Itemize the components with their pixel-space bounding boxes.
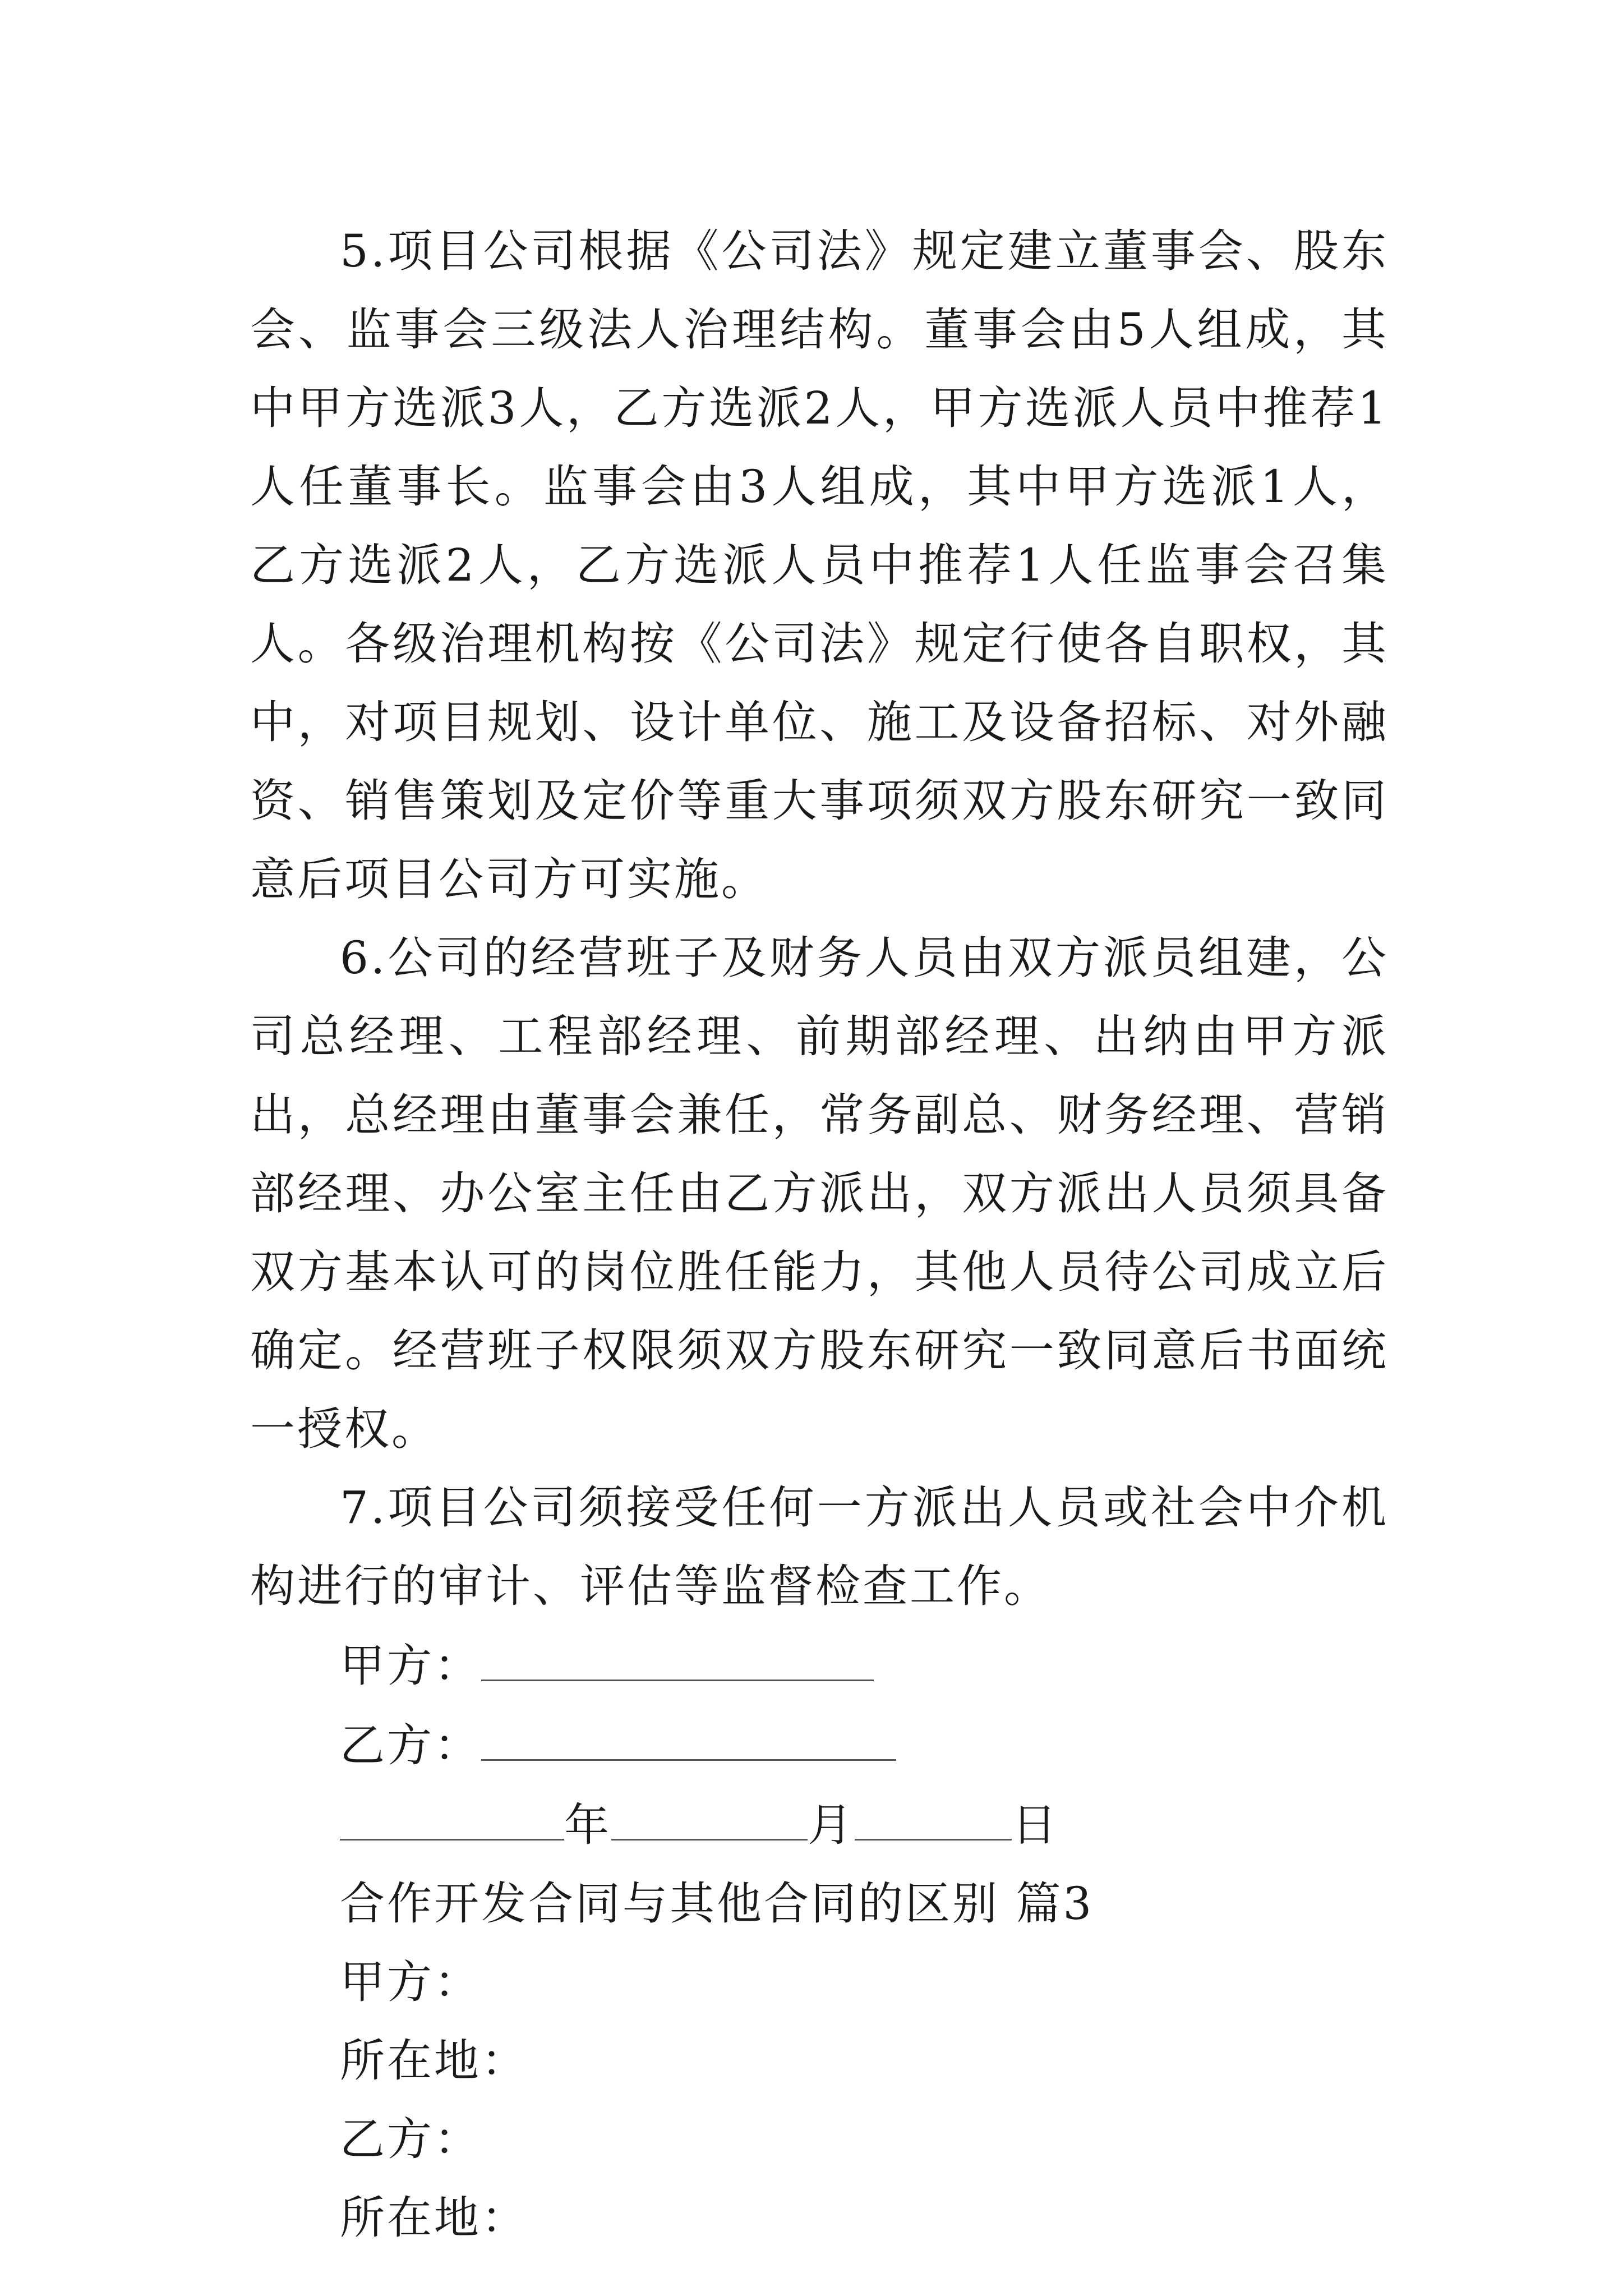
date-month-label: 月 [808,1799,855,1851]
signature-party-a [250,1626,1389,1705]
party-a-label: 甲方： [340,1956,481,2008]
party-a-address-label: 所在地： [340,2035,528,2087]
clause-7: 7.项目公司须接受任何一方派出人员或社会中介机构进行的审计、评估等监督检查工作。 [250,1481,1389,1612]
signature-party-b [250,1705,1389,1785]
clause-5: 5.项目公司根据《公司法》规定建立董事会、股东会、监事会三级法人治理结构。董事会由5人组成，其中甲方选派3人，乙方选派2人，甲方选派人员中推荐1人任董事长。监事会由3人组成，其中甲方选派1人，乙方选派2人，乙方选派人员中推荐1人任监事会召集人。各级治理机构按《公司法》规定行使各自职权，其中，对项目规划、设计单位、施工及设备招标、对外融资、销售策划及定价等重大事项须双方股东研究一致同意后项目公司方可实施。 [250,225,1389,905]
party-b-label: 乙方： [340,2113,481,2165]
clause-6: 6.公司的经营班子及财务人员由双方派员组建，公司总经理、工程部经理、前期部经理、出纳由甲方派出，总经理由董事会兼任，常务副总、财务经理、营销部经理、办公室主任由乙方派出，双方派出人员须具备双方基本认可的岗位胜任能力，其他人员待公司成立后确定。经营班子权限须双方股东研究一致同意后书面统一授权。 [250,932,1389,1455]
signature-party-b-label: 乙方： [340,1719,481,1772]
signature-party-b-blank [481,1705,896,1761]
document-body [250,212,1389,2257]
signature-party-a-blank [481,1626,874,1681]
date-year-label: 年 [564,1799,611,1851]
date-year-blank [340,1785,564,1841]
date-day-blank [855,1785,1012,1841]
signature-date [250,1785,1389,1865]
party-b-address-label: 所在地： [340,2192,528,2244]
date-day-label: 日 [1012,1799,1059,1851]
signature-party-a-label: 甲方： [340,1640,481,1692]
section-title: 合作开发合同与其他合同的区别 篇3 [340,1878,1094,1930]
date-month-blank [611,1785,808,1841]
